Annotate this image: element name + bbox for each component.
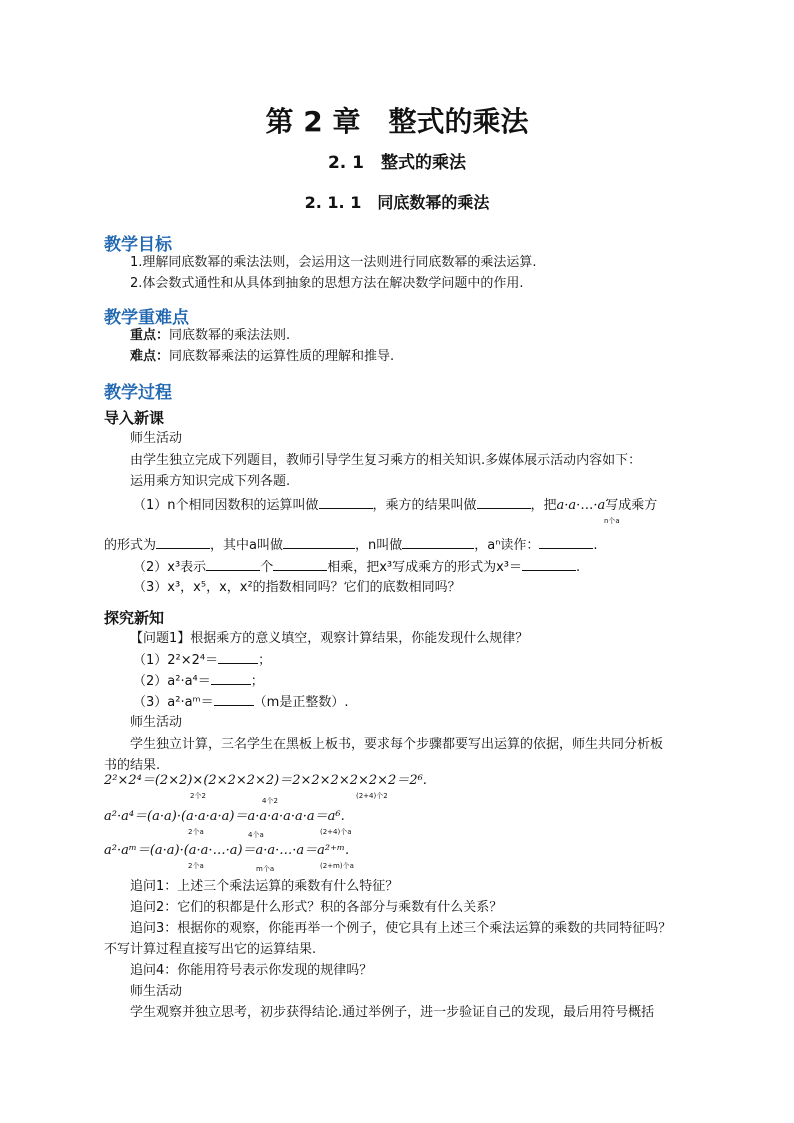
eq1-under-3: (2+4)个2 — [356, 792, 388, 800]
p1-item3-end: （m是正整数）. — [253, 695, 349, 710]
follow-up-2: 追问2：它们的积都是什么形式？积的各部分与乘数有什么关系？ — [130, 900, 503, 915]
q1-text-c: ，把 — [530, 498, 557, 513]
chapter-title: 第 2 章 整式的乘法 — [265, 105, 529, 138]
q2-blank-1[interactable] — [206, 558, 260, 571]
section-title: 2. 1 整式的乘法 — [327, 153, 467, 173]
q1-text-e: 的形式为 — [104, 538, 157, 553]
follow-up-4: 追问4：你能用符号表示你发现的规律吗？ — [130, 963, 373, 978]
explore-activity-label-2: 师生活动 — [130, 984, 183, 999]
p1-blank-2[interactable] — [211, 672, 251, 685]
eq1-under-1: 2个2 — [190, 792, 206, 800]
problem-1-item-1 — [133, 651, 271, 670]
eq2-under-1: 2个a — [188, 828, 204, 836]
q1-text-d: 写成乘方 — [605, 498, 658, 513]
keypoints-heading: 教学重难点 — [104, 308, 189, 328]
goal-item-1: 1.理解同底数幂的乘法法则，会运用这一法则进行同底数幂的乘法运算. — [130, 255, 537, 270]
q1-blank-2[interactable] — [477, 496, 531, 509]
equation-3: a²·aᵐ＝(a·a)·(a·a·…·a)＝a·a·…·a＝a²⁺ᵐ. — [104, 843, 350, 858]
p1-blank-3[interactable] — [214, 693, 254, 706]
q1-blank-5[interactable] — [402, 536, 474, 549]
intro-activity-label: 师生活动 — [130, 431, 183, 446]
q1-blank-3[interactable] — [156, 536, 210, 549]
p1-blank-1[interactable] — [218, 651, 258, 664]
follow-up-3b: 不写计算过程直接写出它的运算结果. — [104, 942, 317, 957]
explore-last-line: 学生观察并独立思考，初步获得结论.通过举例子，进一步验证自己的发现，最后用符号概括 — [130, 1005, 655, 1020]
q1-text-b: ，乘方的结果叫做 — [372, 498, 477, 513]
goal-item-2: 2.体会数式通性和从具体到抽象的思想方法在解决数学问题中的作用. — [130, 276, 524, 291]
q2-text-end: . — [576, 560, 581, 575]
p1-item2-end: ； — [250, 674, 264, 689]
eq1-under-2: 4个2 — [262, 797, 278, 805]
question-3: （3）x³，x⁵，x，x²的指数相同吗？它们的底数相同吗？ — [133, 580, 461, 595]
q1-blank-1[interactable] — [319, 496, 373, 509]
explore-desc-1: 学生独立计算，三名学生在黑板上板书，要求每个步骤都要写出运算的依据，师生共同分析板 — [130, 737, 664, 752]
difficult-point-text: 同底数幂乘法的运算性质的理解和推导. — [169, 349, 395, 364]
p1-item1-text: （1）2²×2⁴＝ — [133, 653, 219, 668]
q1-blank-6[interactable] — [539, 536, 593, 549]
question-2 — [133, 558, 580, 577]
difficult-point-label: 难点： — [130, 349, 170, 364]
eq2-under-3: (2+4)个a — [320, 828, 352, 836]
follow-up-3a: 追问3：根据你的观察，你能再举一个例子，使它具有上述三个乘法运算的乘数的共同特征吗？ — [130, 921, 672, 936]
intro-heading: 导入新课 — [104, 409, 165, 427]
q1-under-label: n个a — [604, 517, 620, 525]
eq3-under-2: m个a — [256, 865, 275, 873]
q1-blank-4[interactable] — [283, 536, 355, 549]
key-point-label: 重点： — [130, 328, 170, 343]
problem-1-item-3 — [133, 693, 348, 712]
p1-item2-text: （2）a²·a⁴＝ — [133, 674, 211, 689]
q1-text-g: ，n叫做 — [354, 538, 403, 553]
equation-2: a²·a⁴＝(a·a)·(a·a·a·a)＝a·a·a·a·a·a＝a⁶. — [104, 809, 345, 824]
q2-text-c: 相乘，把x³写成乘方的形式为x³＝ — [327, 560, 523, 575]
follow-up-1: 追问1：上述三个乘法运算的乘数有什么特征？ — [130, 879, 399, 894]
intro-paragraph-2: 运用乘方知识完成下列各题. — [130, 474, 291, 489]
explore-heading: 探究新知 — [104, 609, 165, 627]
subsection-title: 2. 1. 1 同底数幂的乘法 — [304, 193, 490, 212]
difficult-point-line — [130, 348, 394, 366]
goals-heading: 教学目标 — [104, 235, 172, 255]
process-heading: 教学过程 — [104, 383, 172, 403]
explore-desc-2: 书的结果. — [104, 758, 161, 773]
q1-expression: a·a·…·a — [556, 498, 606, 513]
q2-text-a: （2）x³表示 — [133, 560, 207, 575]
q2-blank-2[interactable] — [273, 558, 327, 571]
eq3-under-1: 2个a — [188, 862, 204, 870]
intro-paragraph-1: 由学生独立完成下列题目，教师引导学生复习乘方的相关知识.多媒体展示活动内容如下： — [130, 453, 642, 468]
q1-text-a: （1）n个相同因数积的运算叫做 — [133, 498, 319, 513]
q1-text-end: . — [593, 538, 598, 553]
equation-1: 2²×2⁴＝(2×2)×(2×2×2×2)＝2×2×2×2×2×2＝2⁶. — [104, 773, 427, 788]
explore-activity-label: 师生活动 — [130, 715, 183, 730]
eq2-under-2: 4个a — [248, 831, 264, 839]
key-point-line — [130, 327, 290, 345]
key-point-text: 同底数幂的乘法法则. — [169, 328, 291, 343]
q2-text-b: 个 — [260, 560, 274, 575]
q2-blank-3[interactable] — [522, 558, 576, 571]
problem-1-item-2 — [133, 672, 264, 691]
q1-text-h: ，aⁿ读作： — [474, 538, 540, 553]
q1-text-f: ，其中a叫做 — [210, 538, 283, 553]
eq3-under-3: (2+m)个a — [320, 862, 354, 870]
problem-1: 【问题1】根据乘方的意义填空，观察计算结果，你能发现什么规律？ — [130, 631, 529, 646]
question-1-line-1 — [133, 496, 657, 515]
p1-item3-text: （3）a²·aᵐ＝ — [133, 695, 214, 710]
question-1-line-2 — [104, 536, 598, 555]
p1-item1-end: ； — [258, 653, 272, 668]
